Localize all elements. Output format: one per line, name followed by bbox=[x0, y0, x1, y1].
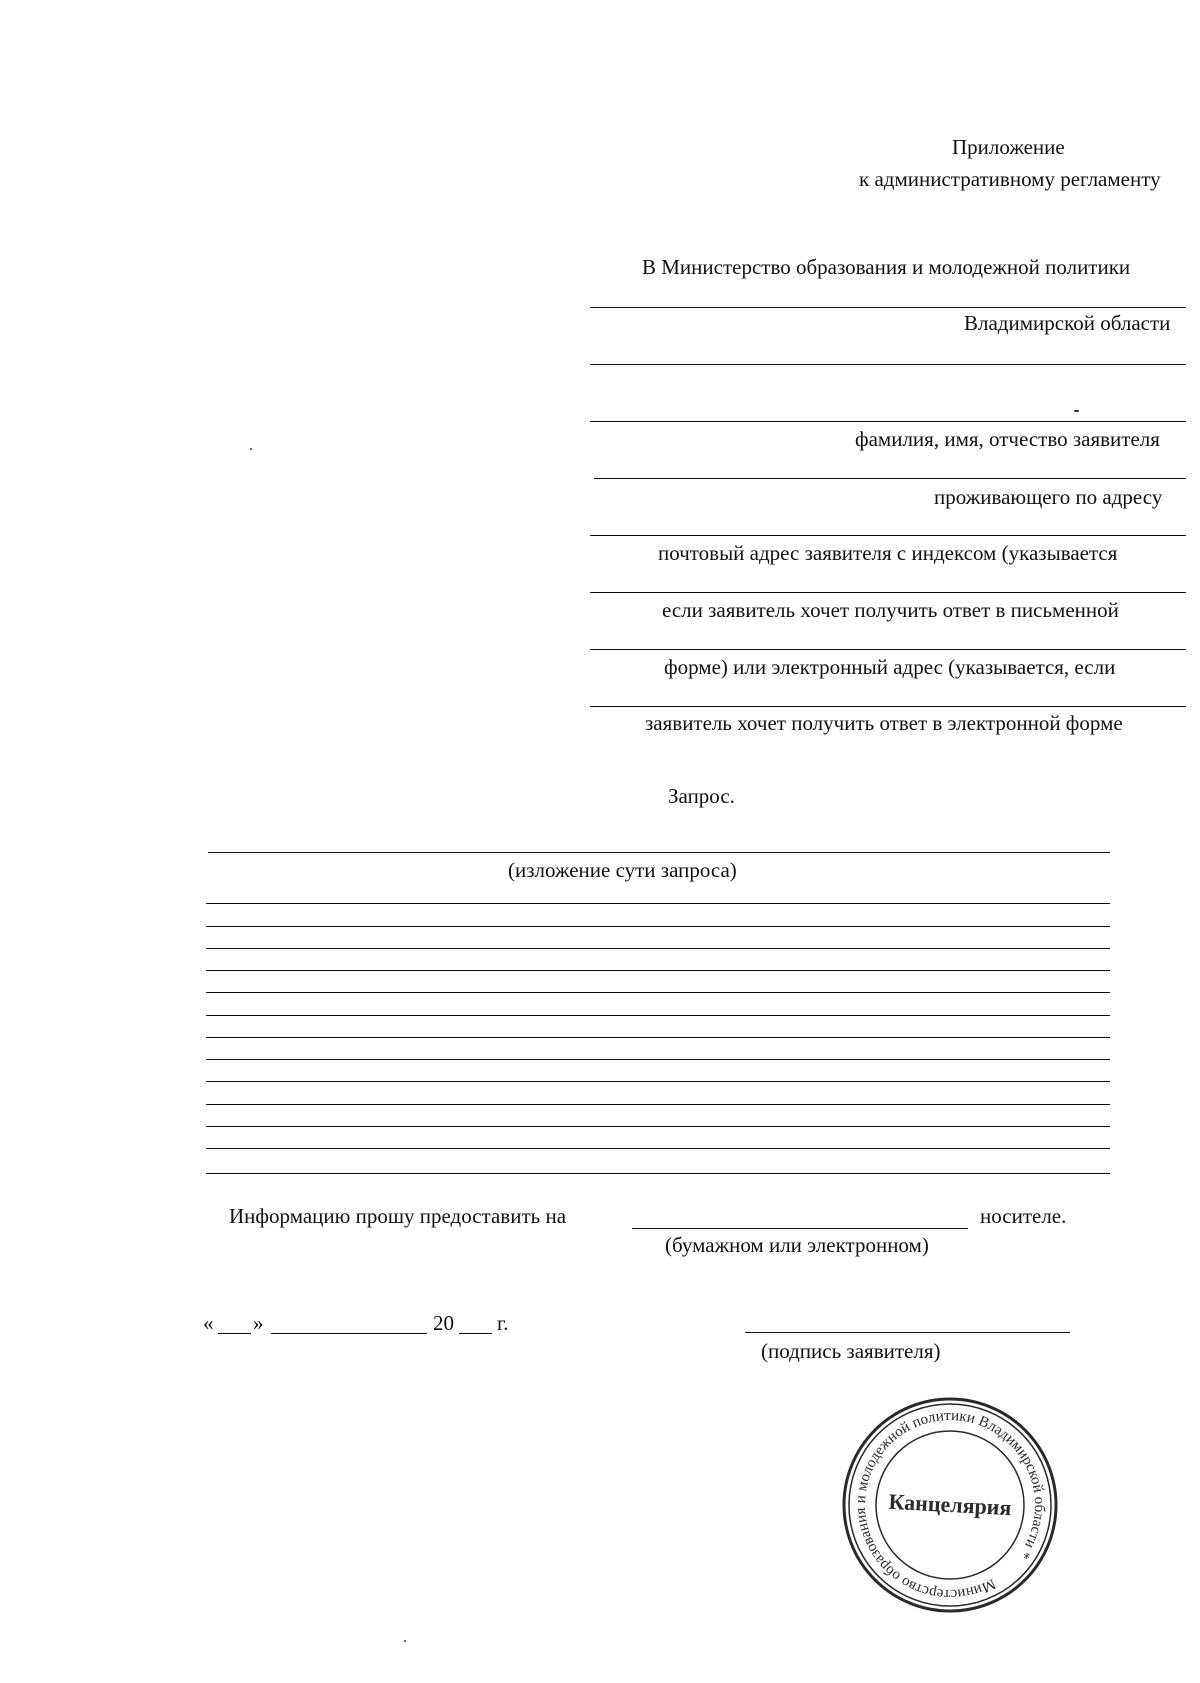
addressee-line-1 bbox=[590, 307, 1186, 308]
request-line-7 bbox=[206, 1037, 1110, 1038]
request-line-9 bbox=[206, 1081, 1110, 1082]
appendix-title: Приложение bbox=[952, 135, 1065, 159]
signature-line bbox=[745, 1332, 1070, 1333]
request-line-3 bbox=[206, 948, 1110, 949]
date-day-line bbox=[218, 1333, 251, 1334]
request-line-2 bbox=[206, 926, 1110, 927]
postal-address-note-1: почтовый адрес заявителя с индексом (указывается bbox=[658, 541, 1118, 565]
request-line-5 bbox=[206, 992, 1110, 993]
address-line-4 bbox=[590, 706, 1186, 707]
request-title: Запрос. bbox=[668, 784, 735, 808]
stamp-center-text: Канцелярия bbox=[888, 1488, 1013, 1521]
request-line-10 bbox=[206, 1104, 1110, 1105]
speck bbox=[250, 448, 252, 450]
address-line-3 bbox=[590, 649, 1186, 650]
office-stamp bbox=[840, 1395, 1060, 1615]
request-line-1 bbox=[206, 903, 1110, 904]
speck bbox=[404, 1640, 406, 1642]
date-year-line bbox=[459, 1333, 492, 1334]
residence-line bbox=[594, 478, 1186, 479]
applicant-name-line bbox=[590, 421, 1186, 422]
request-line-6 bbox=[206, 1015, 1110, 1016]
stamp-star: * bbox=[1015, 1546, 1033, 1562]
request-line-0 bbox=[208, 852, 1110, 853]
postal-address-note-4: заявитель хочет получить ответ в электронной форме bbox=[645, 711, 1123, 735]
address-line-2 bbox=[590, 592, 1186, 593]
date-year-suffix: г. bbox=[497, 1311, 509, 1335]
appendix-subtitle: к административному регламенту bbox=[859, 167, 1161, 191]
medium-field-line bbox=[632, 1228, 968, 1229]
request-line-12 bbox=[206, 1148, 1110, 1149]
medium-prefix: Информацию прошу предоставить на bbox=[229, 1204, 567, 1228]
request-line-11 bbox=[206, 1126, 1110, 1127]
date-close-quote: » bbox=[253, 1311, 264, 1335]
medium-caption: (бумажном или электронном) bbox=[665, 1233, 929, 1257]
medium-suffix: носителе. bbox=[980, 1204, 1067, 1228]
date-year-prefix: 20 bbox=[433, 1311, 454, 1335]
addressee-ministry: В Министерство образования и молодежной политики bbox=[642, 255, 1131, 279]
residence-caption: проживающего по адресу bbox=[934, 485, 1163, 509]
date-open-quote: « bbox=[203, 1311, 214, 1335]
addressee-region: Владимирской области bbox=[964, 311, 1171, 335]
stamp-ring-label: Министерство образования и молодежной политики Владимирской области bbox=[852, 1407, 1048, 1603]
request-line-13 bbox=[206, 1173, 1110, 1174]
applicant-name-caption: фамилия, имя, отчество заявителя bbox=[855, 427, 1160, 451]
address-line-1 bbox=[590, 535, 1186, 536]
speck bbox=[1074, 410, 1079, 412]
postal-address-note-2: если заявитель хочет получить ответ в письменной bbox=[662, 598, 1119, 622]
addressee-line-2 bbox=[590, 364, 1186, 365]
request-line-4 bbox=[206, 970, 1110, 971]
request-line-8 bbox=[206, 1059, 1110, 1060]
postal-address-note-3: форме) или электронный адрес (указывается, если bbox=[664, 655, 1116, 679]
request-essence-caption: (изложение сути запроса) bbox=[508, 858, 737, 882]
signature-caption: (подпись заявителя) bbox=[761, 1339, 941, 1363]
date-month-line bbox=[271, 1333, 427, 1334]
